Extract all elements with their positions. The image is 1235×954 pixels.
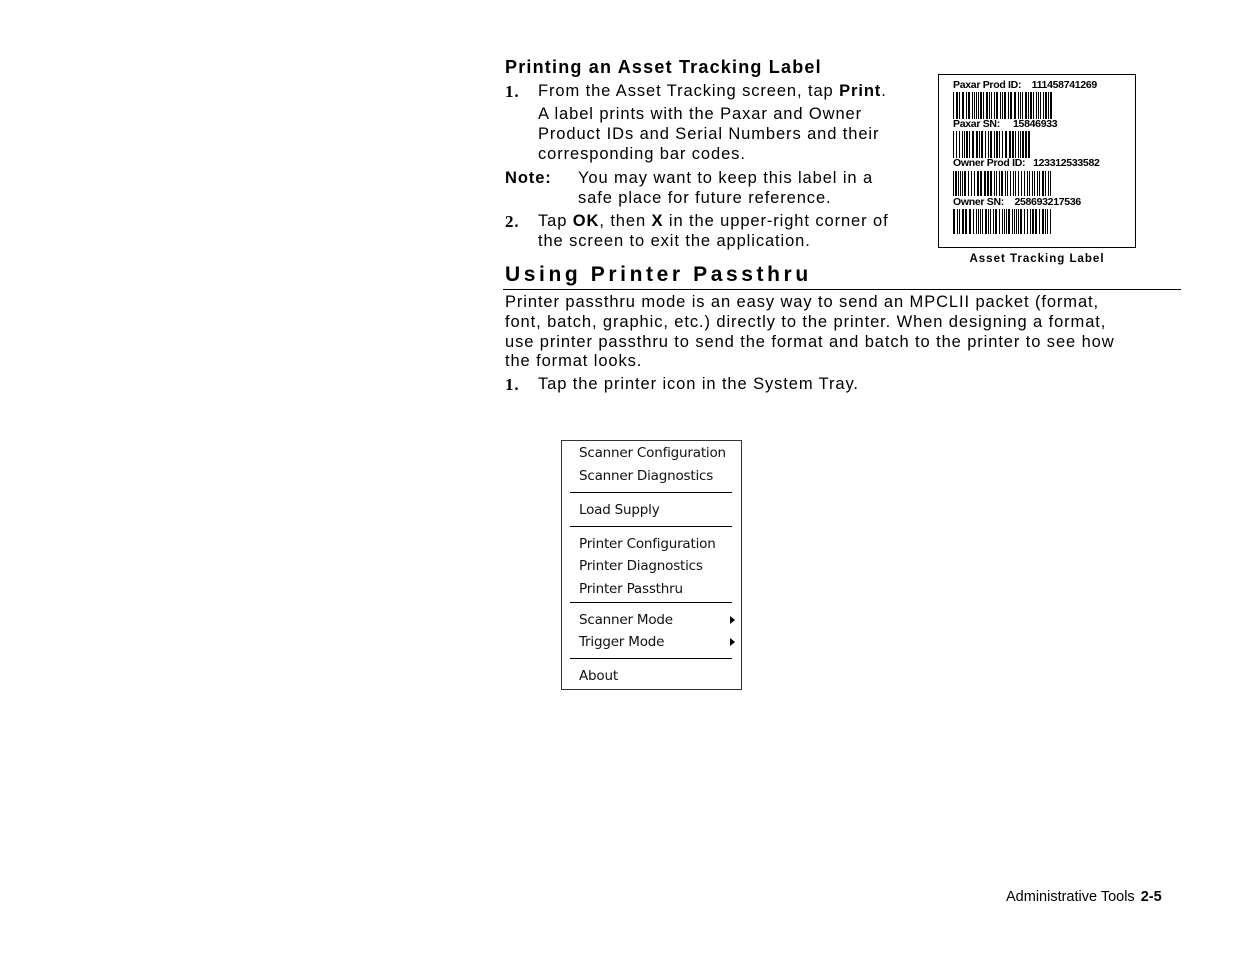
barcode-bar — [1009, 131, 1011, 158]
barcode-bar — [995, 209, 997, 234]
barcode-bar — [1050, 171, 1051, 196]
label-paxar-prod-id: Paxar Prod ID: 111458741269 — [953, 79, 1097, 91]
barcode-bar — [999, 131, 1000, 158]
label-owner-sn: Owner SN: 258693217536 — [953, 196, 1081, 208]
barcode-bar — [1042, 209, 1044, 234]
barcode-bar — [966, 131, 968, 158]
barcode-bar — [971, 171, 972, 196]
barcode-bar — [969, 131, 970, 158]
step-2-text: Tap OK, then X in the upper-right corner of the screen to exit the application. — [538, 212, 889, 250]
barcode-bar — [966, 92, 967, 119]
barcode-bar — [1000, 92, 1001, 119]
barcode-bar — [1043, 92, 1044, 119]
barcode-icon — [953, 171, 1053, 196]
menu-separator — [570, 658, 732, 659]
barcode-bar — [1029, 171, 1030, 196]
menu-item-printer-diagnostics[interactable]: Printer Diagnostics — [579, 558, 703, 574]
menu-item-load-supply[interactable]: Load Supply — [579, 502, 660, 518]
barcode-bar — [994, 131, 995, 158]
menu-item-printer-configuration[interactable]: Printer Configuration — [579, 536, 716, 552]
barcode-bar — [956, 131, 957, 158]
barcode-bar — [1018, 171, 1019, 196]
note-text: You may want to keep this label in a safe place for future reference. — [578, 169, 874, 207]
barcode-bar — [1008, 209, 1010, 234]
label-owner-prod-id: Owner Prod ID: 123312533582 — [953, 157, 1100, 169]
barcode-bar — [984, 171, 986, 196]
submenu-arrow-icon — [730, 616, 735, 624]
menu-item-scanner-diagnostics[interactable]: Scanner Diagnostics — [579, 468, 714, 484]
barcode-icon — [953, 131, 1031, 158]
barcode-bar — [1015, 171, 1016, 196]
barcode-bar — [1042, 171, 1044, 196]
menu-item-scanner-configuration[interactable]: Scanner Configuration — [579, 445, 726, 461]
barcode-bar — [953, 171, 954, 196]
barcode-bar — [962, 92, 964, 119]
barcode-bar — [955, 171, 957, 196]
menu-item-trigger-mode[interactable]: Trigger Mode — [579, 634, 665, 650]
label-paxar-sn: Paxar SN: 15846933 — [953, 118, 1058, 130]
barcode-bar — [959, 92, 960, 119]
barcode-bar — [1027, 209, 1028, 234]
barcode-bar — [968, 171, 969, 196]
barcode-bar — [976, 92, 977, 119]
barcode-bar — [999, 171, 1000, 196]
barcode-bar — [1048, 92, 1049, 119]
barcode-bar — [1035, 209, 1037, 234]
barcode-bar — [974, 171, 975, 196]
barcode-bar — [1004, 209, 1005, 234]
barcode-bar — [1045, 171, 1046, 196]
barcode-bar — [1012, 131, 1014, 158]
barcode-bar — [994, 171, 995, 196]
barcode-bar — [953, 209, 955, 234]
menu-separator — [570, 492, 732, 493]
heading-rule — [503, 289, 1181, 290]
barcode-icon — [953, 92, 1053, 119]
barcode-bar — [1005, 131, 1007, 158]
barcode-bar — [972, 92, 973, 119]
submenu-arrow-icon — [730, 638, 735, 646]
barcode-bar — [1032, 209, 1034, 234]
barcode-bar — [1034, 171, 1035, 196]
barcode-bar — [1047, 209, 1048, 234]
barcode-bar — [986, 92, 988, 119]
barcode-bar — [1028, 92, 1029, 119]
barcode-bar — [1038, 92, 1039, 119]
barcode-bar — [988, 131, 989, 158]
barcode-bar — [994, 92, 995, 119]
barcode-bar — [959, 131, 960, 158]
menu-item-printer-passthru[interactable]: Printer Passthru — [579, 581, 683, 597]
barcode-bar — [1014, 209, 1015, 234]
barcode-bar — [964, 171, 966, 196]
barcode-bar — [1048, 171, 1049, 196]
barcode-bar — [1030, 92, 1032, 119]
barcode-bar — [978, 209, 979, 234]
barcode-bar — [1028, 131, 1030, 158]
menu-separator — [570, 526, 732, 527]
barcode-bar — [1030, 209, 1031, 234]
barcode-bar — [962, 131, 963, 158]
step-1-number: 1. — [505, 82, 520, 101]
barcode-bar — [1002, 92, 1003, 119]
barcode-bar — [1025, 131, 1027, 158]
barcode-bar — [965, 209, 967, 234]
barcode-bar — [981, 131, 983, 158]
menu-item-about[interactable]: About — [579, 668, 618, 684]
barcode-bar — [993, 209, 994, 234]
barcode-bar — [1018, 209, 1019, 234]
asset-tracking-label-image — [938, 74, 1136, 248]
barcode-bar — [964, 131, 965, 158]
barcode-bar — [979, 131, 980, 158]
passthru-step-1-text: Tap the printer icon in the System Tray. — [538, 375, 859, 393]
barcode-bar — [990, 171, 992, 196]
barcode-bar — [1025, 92, 1027, 119]
section-heading-printer-passthru: Using Printer Passthru — [505, 263, 812, 286]
barcode-bar — [1014, 92, 1016, 119]
barcode-bar — [1018, 131, 1019, 158]
passthru-description: Printer passthru mode is an easy way to send an MPCLII packet (format, font, batch, graphic, etc.) directly to the printer. When designing a format, use printer passthru to send the format and batch to the printer to see how the format looks. — [505, 293, 1115, 371]
barcode-bar — [1015, 131, 1016, 158]
step-1-text: From the Asset Tracking screen, tap Print. — [538, 82, 887, 100]
barcode-bar — [1002, 209, 1003, 234]
barcode-bar — [1005, 171, 1006, 196]
section-heading-asset-label: Printing an Asset Tracking Label — [505, 57, 822, 77]
barcode-bar — [1006, 209, 1007, 234]
barcode-bar — [1040, 92, 1041, 119]
barcode-bar — [983, 92, 984, 119]
barcode-bar — [1022, 92, 1023, 119]
barcode-bar — [962, 171, 963, 196]
barcode-bar — [985, 131, 986, 158]
barcode-bar — [1012, 209, 1013, 234]
barcode-bar — [991, 92, 992, 119]
menu-separator — [570, 602, 732, 603]
barcode-bar — [982, 209, 983, 234]
barcode-bar — [1024, 209, 1025, 234]
barcode-bar — [996, 131, 998, 158]
barcode-bar — [999, 209, 1000, 234]
barcode-bar — [1021, 171, 1022, 196]
barcode-bar — [960, 171, 961, 196]
barcode-bar — [996, 92, 998, 119]
barcode-bar — [1007, 171, 1008, 196]
step-1-description: A label prints with the Paxar and Owner Product IDs and Serial Numbers and their corresponding bar codes. — [538, 105, 880, 163]
barcode-bar — [990, 209, 991, 234]
barcode-bar — [1020, 131, 1021, 158]
barcode-bar — [1013, 171, 1014, 196]
barcode-bar — [978, 92, 979, 119]
figure-caption: Asset Tracking Label — [969, 253, 1105, 265]
barcode-bar — [996, 171, 997, 196]
menu-item-scanner-mode[interactable]: Scanner Mode — [579, 612, 673, 628]
barcode-bar — [1036, 92, 1037, 119]
barcode-bar — [977, 171, 979, 196]
barcode-bar — [953, 92, 954, 119]
barcode-bar — [1001, 171, 1003, 196]
barcode-bar — [1010, 92, 1012, 119]
barcode-bar — [988, 209, 989, 234]
barcode-bar — [1010, 171, 1011, 196]
barcode-bar — [953, 131, 954, 158]
barcode-bar — [987, 171, 989, 196]
barcode-bar — [980, 92, 982, 119]
barcode-bar — [980, 171, 982, 196]
barcode-bar — [1008, 92, 1009, 119]
barcode-bar — [1033, 92, 1034, 119]
barcode-bar — [1004, 92, 1006, 119]
barcode-bar — [1045, 92, 1047, 119]
barcode-bar — [974, 92, 975, 119]
barcode-bar — [958, 171, 959, 196]
barcode-bar — [976, 209, 977, 234]
barcode-bar — [968, 92, 970, 119]
barcode-bar — [1037, 171, 1038, 196]
barcode-bar — [957, 209, 958, 234]
barcode-bar — [1020, 209, 1022, 234]
barcode-bar — [1024, 171, 1025, 196]
step-2-number: 2. — [505, 212, 520, 231]
barcode-bar — [1022, 131, 1024, 158]
barcode-bar — [1050, 92, 1052, 119]
barcode-bar — [956, 92, 958, 119]
barcode-bar — [1018, 92, 1019, 119]
barcode-bar — [1050, 209, 1051, 234]
barcode-bar — [1016, 209, 1017, 234]
barcode-bar — [972, 131, 974, 158]
barcode-bar — [1039, 209, 1040, 234]
barcode-bar — [976, 131, 978, 158]
barcode-bar — [989, 92, 990, 119]
barcode-bar — [990, 131, 992, 158]
barcode-bar — [959, 209, 960, 234]
note-label: Note: — [505, 169, 552, 187]
system-tray-menu — [561, 440, 742, 690]
barcode-bar — [1027, 171, 1028, 196]
barcode-bar — [973, 209, 974, 234]
barcode-bar — [1032, 171, 1033, 196]
barcode-icon — [953, 209, 1053, 234]
barcode-bar — [1039, 171, 1040, 196]
barcode-bar — [985, 209, 987, 234]
page-footer: Administrative Tools 2-5 — [1006, 889, 1162, 905]
barcode-bar — [980, 209, 981, 234]
barcode-bar — [1045, 209, 1046, 234]
barcode-bar — [1020, 92, 1021, 119]
passthru-step-1-number: 1. — [505, 375, 520, 394]
barcode-bar — [969, 209, 971, 234]
barcode-bar — [962, 209, 964, 234]
barcode-bar — [1002, 131, 1003, 158]
